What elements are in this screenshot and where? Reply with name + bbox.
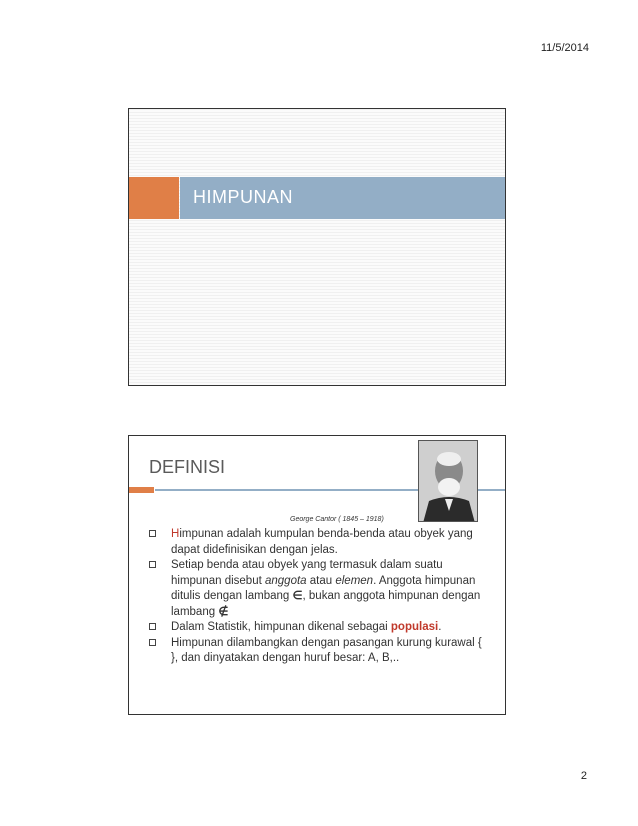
slide-heading: DEFINISI <box>149 457 226 477</box>
list-item: Dalam Statistik, himpunan dikenal sebagai populasi. <box>147 620 487 636</box>
portrait-caption: George Cantor ( 1845 – 1918) <box>290 516 384 523</box>
title-slide <box>128 108 506 386</box>
title-bar <box>180 177 505 219</box>
list-item: Himpunan dilambangkan dengan pasangan kurung kurawal { }, dan dinyatakan dengan huruf besar: A, B,.. <box>147 636 487 667</box>
title-accent-block <box>129 177 179 219</box>
list-item: Setiap benda atau obyek yang termasuk dalam suatu himpunan disebut anggota atau elemen. Anggota himpunan ditulis dengan lambang ∈, bukan anggota himpunan dengan lambang ∉ <box>147 558 487 620</box>
page-date: 11/5/2014 <box>540 42 589 54</box>
page-number: 2 <box>580 770 587 782</box>
heading-accent-block <box>129 487 154 493</box>
bullet-square-icon <box>149 623 156 630</box>
bullet-square-icon <box>149 530 156 537</box>
bullet-square-icon <box>149 561 156 568</box>
populasi-term: populasi <box>390 621 439 633</box>
bullet-square-icon <box>149 639 156 646</box>
portrait-image <box>419 441 478 522</box>
slide-title: HIMPUNAN <box>193 187 294 207</box>
definition-slide <box>128 435 506 715</box>
list-item: Himpunan adalah kumpulan benda-benda atau obyek yang dapat didefinisikan dengan jelas. <box>147 527 487 558</box>
not-element-of-symbol: ∉ <box>218 605 229 618</box>
element-of-symbol: ∈ <box>292 590 303 602</box>
definition-list <box>147 527 487 667</box>
george-cantor-portrait <box>418 440 478 522</box>
